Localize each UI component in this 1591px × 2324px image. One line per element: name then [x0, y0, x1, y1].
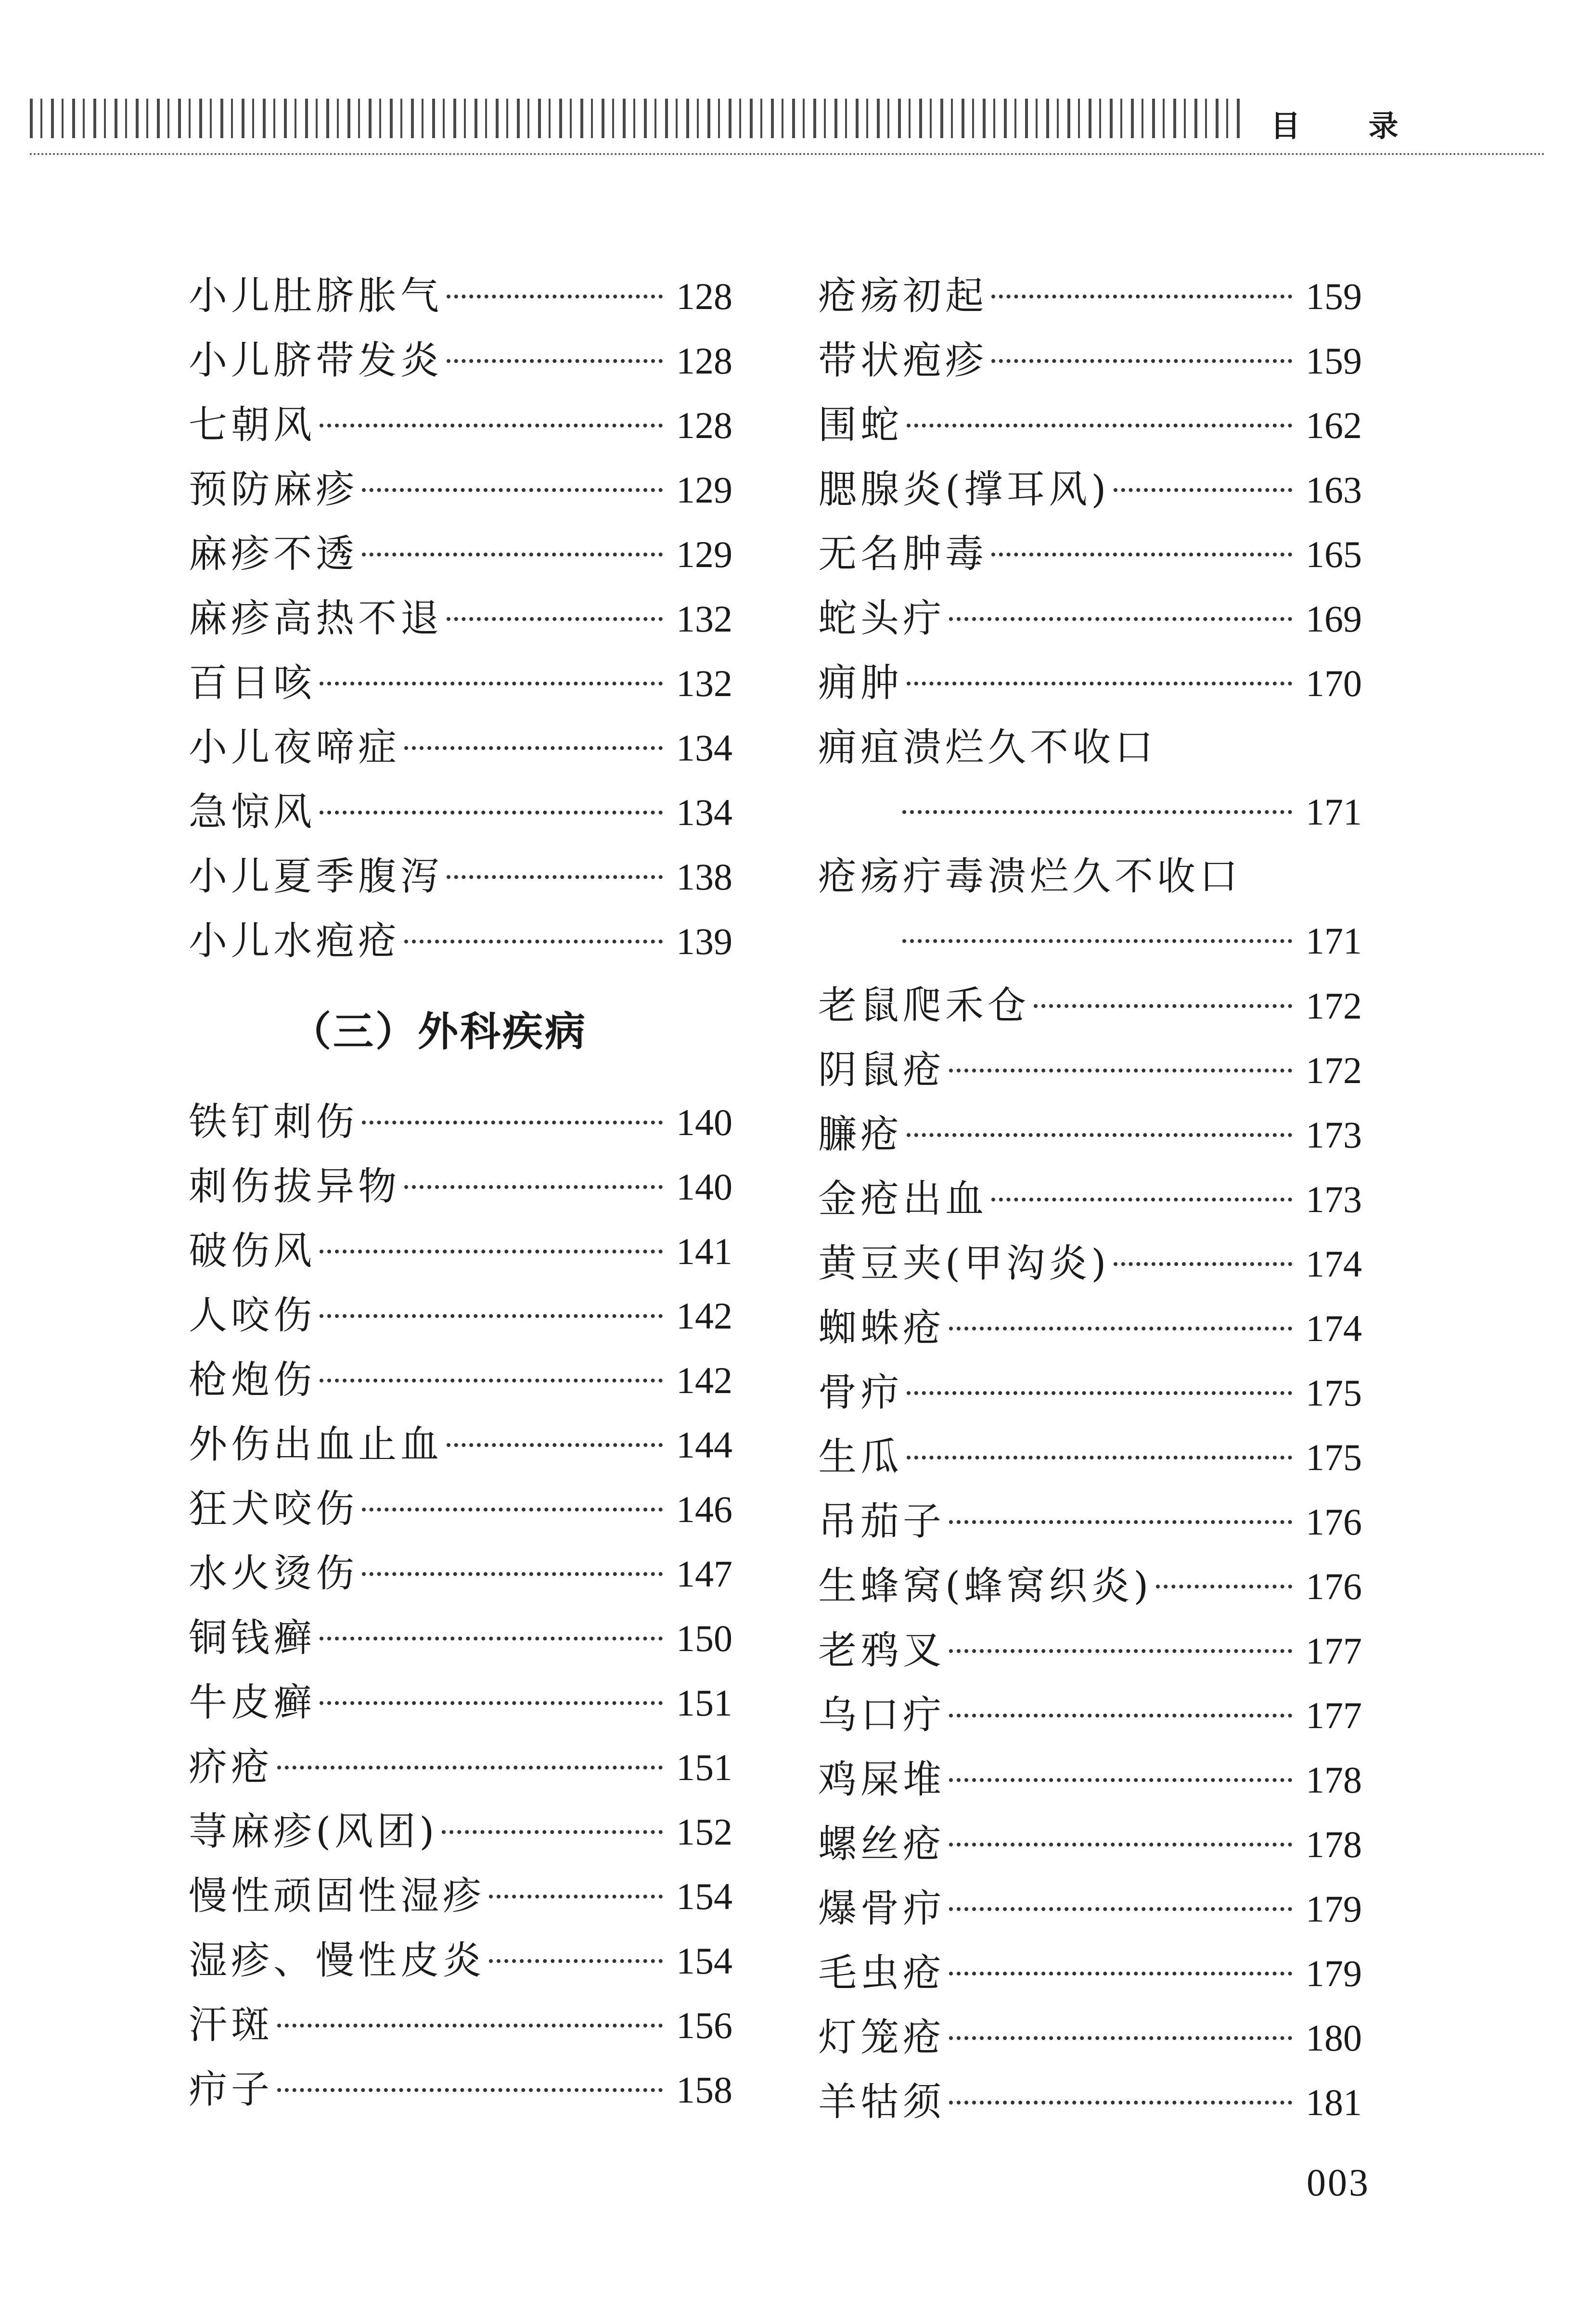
toc-entry-page: 177: [1306, 1630, 1362, 1672]
toc-entry-page: 132: [676, 598, 732, 640]
toc-entry-page: 129: [676, 469, 732, 511]
toc-entry-page: 162: [1306, 404, 1362, 446]
dot-leader: [447, 617, 663, 621]
toc-entry-label: 预防麻疹: [189, 467, 358, 512]
toc-entry-label: 乌口疔: [818, 1692, 945, 1737]
dot-leader: [1114, 1262, 1292, 1266]
dot-leader: [320, 424, 663, 427]
dot-leader: [1156, 1585, 1292, 1588]
toc-entry-label: 牛皮癣: [189, 1680, 316, 1725]
toc-entry-label: 枪炮伤: [189, 1357, 316, 1402]
toc-entry[interactable]: [818, 457, 1362, 522]
toc-entry-label: 湿疹、慢性皮炎: [189, 1938, 485, 1983]
toc-entry[interactable]: [189, 1541, 732, 1606]
toc-entry[interactable]: [818, 522, 1362, 586]
dot-leader: [320, 1637, 663, 1640]
toc-entry-page: 171: [1306, 920, 1362, 962]
toc-entry-page: 154: [676, 1940, 732, 1982]
toc-entry-page: 128: [676, 404, 732, 446]
dot-leader: [949, 617, 1292, 621]
dot-leader: [907, 1391, 1292, 1395]
toc-entry-page: 152: [676, 1811, 732, 1853]
dot-leader: [949, 1649, 1292, 1653]
dot-leader: [362, 1508, 663, 1511]
toc-entry[interactable]: [818, 1941, 1362, 2005]
dot-leader: [320, 682, 663, 685]
toc-entry-page: 169: [1306, 598, 1362, 640]
toc-entry-page: 146: [676, 1488, 732, 1530]
toc-entry-label: 疮疡初起: [818, 273, 988, 318]
toc-entry[interactable]: [818, 2070, 1362, 2134]
toc-entry-page: 174: [1306, 1243, 1362, 1285]
toc-entry[interactable]: [189, 1219, 732, 1283]
dot-leader: [949, 2036, 1292, 2040]
toc-entry-label: 毛虫疮: [818, 1950, 945, 1995]
toc-entry-page: 163: [1306, 469, 1362, 511]
dot-leader: [447, 1443, 663, 1447]
toc-entry-label: 小儿脐带发炎: [189, 338, 443, 383]
toc-left-column: [189, 264, 732, 2122]
toc-entry[interactable]: [818, 586, 1362, 651]
toc-entry-page: 176: [1306, 1565, 1362, 1607]
toc-entry-page: 154: [676, 1875, 732, 1917]
toc-entry-label: 腮腺炎(撑耳风): [818, 467, 1110, 512]
toc-entry-page: 151: [676, 1682, 732, 1724]
dot-leader: [949, 1778, 1292, 1782]
dot-leader: [320, 1379, 663, 1382]
toc-entry-label: 黄豆夹(甲沟炎): [818, 1241, 1110, 1286]
toc-entry[interactable]: [189, 393, 732, 457]
toc-entry-page: 173: [1306, 1114, 1362, 1156]
dot-leader: [949, 1069, 1292, 1072]
toc-entry-label: 痈肿: [818, 660, 903, 705]
toc-entry[interactable]: [189, 1864, 732, 1928]
toc-entry-label: 刺伤拔异物: [189, 1164, 400, 1209]
toc-entry[interactable]: [189, 2057, 732, 2122]
header-rule: [30, 153, 1546, 155]
toc-entry-label: 麻疹不透: [189, 531, 358, 576]
toc-entry-page: 178: [1306, 1823, 1362, 1865]
toc-entry-label: 小儿夜啼症: [189, 725, 400, 770]
toc-entry[interactable]: [818, 1489, 1362, 1554]
dot-leader: [949, 1520, 1292, 1524]
dot-leader: [902, 939, 1292, 943]
dot-leader: [949, 2101, 1292, 2105]
toc-entry-page: 144: [676, 1424, 732, 1466]
toc-entry-label: 蛇头疔: [818, 596, 945, 641]
toc-entry-page: 179: [1306, 1952, 1362, 1994]
toc-entry-page: 128: [676, 340, 732, 382]
toc-entry-label: 水火烫伤: [189, 1551, 358, 1596]
dot-leader: [320, 1250, 663, 1253]
toc-entry[interactable]: [189, 457, 732, 522]
dot-leader: [907, 1133, 1292, 1137]
toc-entry[interactable]: [189, 1606, 732, 1670]
toc-entry-page: 172: [1306, 985, 1362, 1027]
toc-entry-page: 128: [676, 275, 732, 317]
toc-entry-page: 159: [1306, 340, 1362, 382]
toc-entry-label: 痈疽溃烂久不收口: [818, 725, 1157, 770]
toc-entry[interactable]: [189, 780, 732, 844]
toc-entry[interactable]: [189, 844, 732, 909]
toc-entry-page: 158: [676, 2069, 732, 2111]
dot-leader: [362, 1572, 663, 1576]
dot-leader: [404, 746, 663, 750]
toc-entry-page: 138: [676, 856, 732, 898]
toc-entry-label: 老鼠爬禾仓: [818, 983, 1030, 1028]
header-ornament-border: [30, 99, 1246, 138]
dot-leader: [404, 1185, 663, 1189]
dot-leader: [489, 1895, 663, 1898]
toc-entry[interactable]: [818, 1554, 1362, 1618]
toc-entry-page: 178: [1306, 1759, 1362, 1801]
toc-entry[interactable]: [189, 1283, 732, 1348]
dot-leader: [1114, 488, 1292, 492]
toc-entry[interactable]: [189, 651, 732, 715]
toc-entry-label: 无名肿毒: [818, 531, 988, 576]
toc-entry[interactable]: [818, 1683, 1362, 1747]
toc-entry-continuation[interactable]: [818, 780, 1362, 844]
section-heading: （三）外科疾病: [290, 1008, 587, 1055]
dot-leader: [902, 810, 1292, 814]
toc-entry-label: 七朝风: [189, 402, 316, 447]
toc-entry[interactable]: [189, 1412, 732, 1477]
toc-entry[interactable]: [189, 522, 732, 586]
dot-leader: [991, 1198, 1292, 1201]
toc-entry[interactable]: [818, 264, 1362, 328]
toc-entry-label: 臁疮: [818, 1112, 903, 1157]
toc-entry-page: 141: [676, 1230, 732, 1272]
dot-leader: [442, 1830, 663, 1834]
dot-leader: [447, 875, 663, 879]
toc-entry[interactable]: [189, 586, 732, 651]
toc-entry-label: 围蛇: [818, 402, 903, 447]
toc-entry-page: 129: [676, 533, 732, 575]
toc-entry[interactable]: [189, 1993, 732, 2057]
toc-entry-page: 171: [1306, 791, 1362, 833]
toc-entry-label: 鸡屎堆: [818, 1757, 945, 1802]
toc-right-column: [818, 264, 1362, 2134]
toc-entry-label: 灯笼疮: [818, 2015, 945, 2060]
dot-leader: [949, 1327, 1292, 1330]
toc-entry-page: 174: [1306, 1307, 1362, 1349]
toc-entry[interactable]: [818, 1167, 1362, 1231]
dot-leader: [447, 359, 663, 363]
toc-entry[interactable]: [189, 909, 732, 973]
dot-leader: [991, 295, 1292, 298]
toc-entry-label: 小儿肚脐胀气: [189, 273, 443, 318]
dot-leader: [907, 1456, 1292, 1459]
toc-entry[interactable]: [818, 2005, 1362, 2070]
dot-leader: [991, 359, 1292, 363]
toc-entry[interactable]: [189, 1154, 732, 1219]
toc-entry-label: 小儿水疱疮: [189, 918, 400, 963]
toc-entry-label: 百日咳: [189, 660, 316, 705]
toc-entry[interactable]: [189, 1348, 732, 1412]
toc-entry-page: 165: [1306, 533, 1362, 575]
toc-entry-label: 汗斑: [189, 2002, 273, 2047]
dot-leader: [949, 1714, 1292, 1717]
toc-entry-page: 173: [1306, 1178, 1362, 1220]
toc-entry-label: 骨疖: [818, 1370, 903, 1415]
toc-entry[interactable]: [818, 1812, 1362, 1876]
toc-entry-page: 142: [676, 1295, 732, 1337]
toc-entry[interactable]: [189, 1735, 732, 1799]
toc-entry[interactable]: [818, 1102, 1362, 1167]
toc-entry[interactable]: [818, 1747, 1362, 1812]
toc-entry-label: 蜘蛛疮: [818, 1305, 945, 1350]
toc-entry-label: 破伤风: [189, 1228, 316, 1273]
toc-entry-page: 139: [676, 920, 732, 962]
dot-leader: [907, 682, 1292, 685]
toc-entry-label: 麻疹高热不退: [189, 596, 443, 641]
toc-entry-page: 170: [1306, 662, 1362, 704]
dot-leader: [362, 1121, 663, 1124]
dot-leader: [404, 940, 663, 943]
dot-leader: [277, 2088, 663, 2092]
toc-entry-label: 外伤出血止血: [189, 1422, 443, 1467]
toc-entry-continuation[interactable]: [818, 909, 1362, 973]
toc-entry-label: 阴鼠疮: [818, 1047, 945, 1092]
toc-entry-page: 147: [676, 1553, 732, 1595]
toc-entry-page: 175: [1306, 1372, 1362, 1414]
dot-leader: [362, 553, 663, 556]
toc-entry-label: 铁钉刺伤: [189, 1099, 358, 1144]
toc-entry-label: 慢性顽固性湿疹: [189, 1873, 485, 1918]
toc-entry-label: 人咬伤: [189, 1293, 316, 1338]
toc-entry[interactable]: [189, 264, 732, 328]
toc-entry[interactable]: [818, 1296, 1362, 1360]
toc-entry-label: 带状疱疹: [818, 338, 988, 383]
toc-entry-label: 生瓜: [818, 1434, 903, 1479]
dot-leader: [447, 295, 663, 298]
toc-entry[interactable]: [818, 1360, 1362, 1425]
toc-entry-label: 疥疮: [189, 1744, 273, 1789]
toc-entry-page: 134: [676, 727, 732, 769]
toc-entry-page: 156: [676, 2004, 732, 2046]
dot-leader: [1034, 1004, 1292, 1008]
toc-entry-label: 老鸦叉: [818, 1628, 945, 1673]
dot-leader: [277, 2024, 663, 2027]
toc-entry-label: 铜钱癣: [189, 1615, 316, 1660]
toc-entry[interactable]: [189, 328, 732, 393]
toc-entry[interactable]: [189, 715, 732, 780]
toc-entry-page: 134: [676, 791, 732, 833]
toc-entry-label: 狂犬咬伤: [189, 1486, 358, 1531]
dot-leader: [949, 1907, 1292, 1911]
toc-entry-page: 179: [1306, 1888, 1362, 1930]
dot-leader: [949, 1972, 1292, 1975]
toc-entry-page: 151: [676, 1746, 732, 1788]
toc-entry-page: 175: [1306, 1436, 1362, 1478]
toc-entry[interactable]: [818, 1038, 1362, 1102]
toc-entry-label: 螺丝疮: [818, 1821, 945, 1866]
toc-entry[interactable]: [818, 328, 1362, 393]
toc-entry-page: 181: [1306, 2081, 1362, 2123]
dot-leader: [277, 1766, 663, 1769]
toc-entry-label: 疮疡疔毒溃烂久不收口: [818, 854, 1242, 899]
dot-leader: [320, 811, 663, 814]
dot-leader: [320, 1701, 663, 1705]
toc-entry-label: 羊牯须: [818, 2079, 945, 2124]
toc-entry-page: 172: [1306, 1049, 1362, 1091]
page-number: 003: [1307, 2162, 1370, 2204]
dot-leader: [362, 488, 663, 492]
toc-entry[interactable]: [818, 715, 1362, 780]
toc-entry-label: 小儿夏季腹泻: [189, 854, 443, 899]
toc-entry[interactable]: [189, 1799, 732, 1864]
dot-leader: [949, 1843, 1292, 1846]
toc-entry-page: 176: [1306, 1501, 1362, 1543]
toc-entry[interactable]: [818, 393, 1362, 457]
toc-entry[interactable]: [189, 1670, 732, 1735]
toc-entry[interactable]: [189, 1477, 732, 1541]
toc-entry-page: 142: [676, 1359, 732, 1401]
dot-leader: [991, 553, 1292, 556]
toc-entry-label: 荨麻疹(风团): [189, 1809, 438, 1854]
toc-entry-page: 159: [1306, 275, 1362, 317]
toc-entry-page: 177: [1306, 1694, 1362, 1736]
toc-entry-page: 140: [676, 1166, 732, 1208]
toc-entry[interactable]: [818, 651, 1362, 715]
toc-entry-page: 180: [1306, 2017, 1362, 2059]
toc-entry[interactable]: [818, 1618, 1362, 1683]
toc-entry[interactable]: [189, 1090, 732, 1154]
toc-entry-label: 生蜂窝(蜂窝织炎): [818, 1563, 1153, 1608]
dot-leader: [907, 424, 1292, 427]
running-header-title: 目 录: [1270, 108, 1427, 143]
toc-entry-label: 吊茄子: [818, 1499, 945, 1544]
dot-leader: [489, 1959, 663, 1963]
toc-entry[interactable]: [189, 1928, 732, 1993]
toc-entry-page: 132: [676, 662, 732, 704]
toc-entry[interactable]: [818, 844, 1362, 909]
toc-entry[interactable]: [818, 1425, 1362, 1489]
toc-entry-label: 疖子: [189, 2067, 273, 2112]
dot-leader: [320, 1314, 663, 1318]
toc-entry-label: 爆骨疖: [818, 1886, 945, 1931]
toc-entry-label: 急惊风: [189, 789, 316, 834]
toc-entry-label: 金疮出血: [818, 1176, 988, 1221]
toc-entry-page: 140: [676, 1101, 732, 1143]
toc-entry[interactable]: [818, 1876, 1362, 1941]
toc-entry[interactable]: [818, 973, 1362, 1038]
toc-entry[interactable]: [818, 1231, 1362, 1296]
toc-entry-page: 150: [676, 1617, 732, 1659]
